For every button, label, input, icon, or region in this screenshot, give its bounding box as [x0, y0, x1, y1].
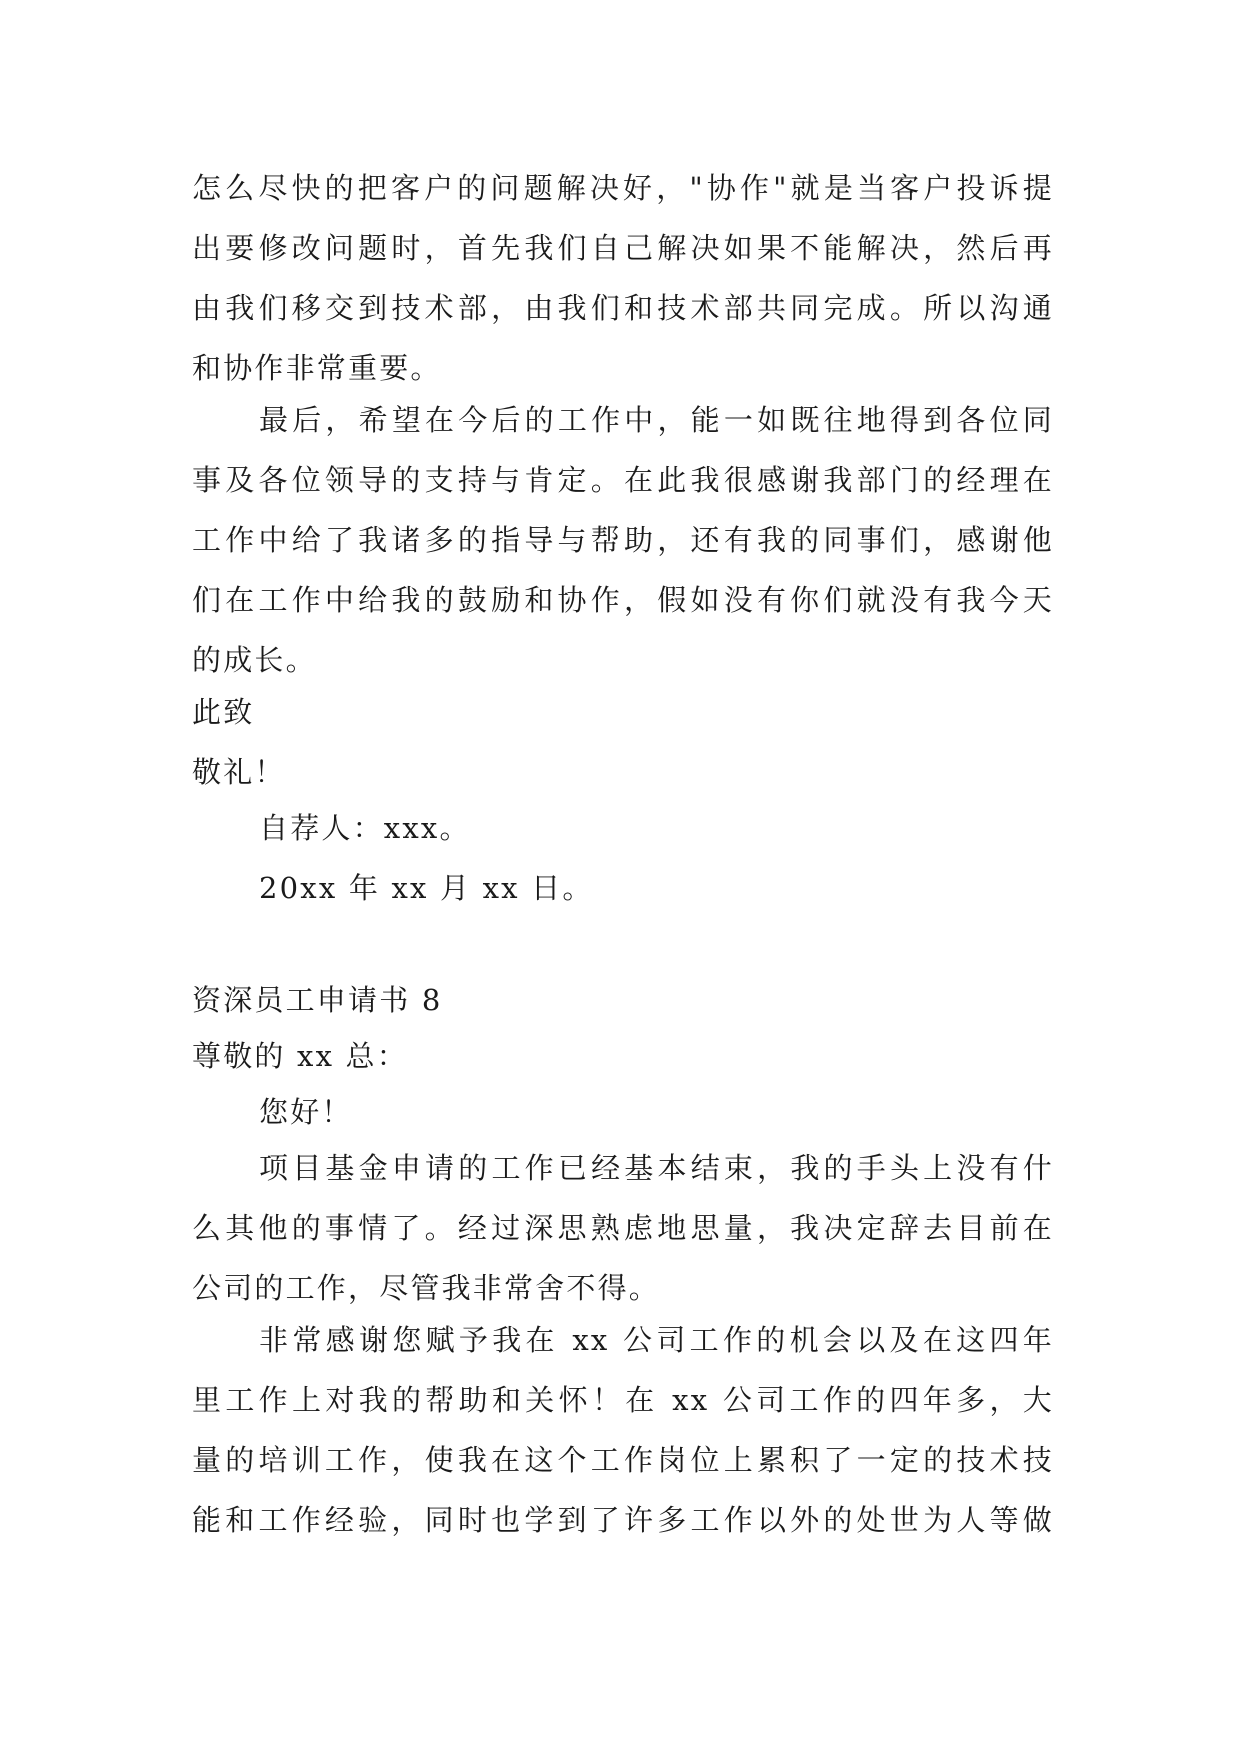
paragraph-line: 们在工作中给我的鼓励和协作，假如没有你们就没有我今天: [192, 583, 1054, 617]
paragraph-line: 由我们移交到技术部，由我们和技术部共同完成。所以沟通: [192, 291, 1054, 325]
paragraph-line: 么其他的事情了。经过深思熟虑地思量，我决定辞去目前在: [192, 1211, 1054, 1245]
paragraph-line: 工作中给了我诸多的指导与帮助，还有我的同事们，感谢他: [192, 523, 1054, 557]
greeting-text: 尊敬的 xx 总：: [192, 1039, 408, 1073]
paragraph-line: 公司的工作，尽管我非常舍不得。: [192, 1271, 661, 1305]
paragraph-line: 出要修改问题时，首先我们自己解决如果不能解决，然后再: [192, 231, 1054, 265]
signer-text: 自荐人：xxx。: [259, 811, 471, 845]
paragraph-line: 项目基金申请的工作已经基本结束，我的手头上没有什: [259, 1151, 1054, 1185]
paragraph-line: 最后，希望在今后的工作中，能一如既往地得到各位同: [259, 403, 1054, 437]
hello-text: 您好！: [259, 1095, 353, 1129]
section-title: 资深员工申请书 8: [192, 983, 443, 1017]
paragraph-line: 怎么尽快的把客户的问题解决好，"协作"就是当客户投诉提: [192, 171, 1054, 205]
paragraph-line: 的成长。: [192, 643, 317, 677]
salute-text: 敬礼！: [192, 755, 286, 789]
paragraph-line: 非常感谢您赋予我在 xx 公司工作的机会以及在这四年: [259, 1323, 1054, 1357]
paragraph-line: 事及各位领导的支持与肯定。在此我很感谢我部门的经理在: [192, 463, 1054, 497]
date-text: 20xx 年 xx 月 xx 日。: [259, 871, 594, 905]
closing-text: 此致: [192, 695, 255, 729]
paragraph-line: 里工作上对我的帮助和关怀！在 xx 公司工作的四年多，大: [192, 1383, 1054, 1417]
paragraph-line: 和协作非常重要。: [192, 351, 442, 385]
paragraph-line: 能和工作经验，同时也学到了许多工作以外的处世为人等做: [192, 1503, 1054, 1537]
paragraph-line: 量的培训工作，使我在这个工作岗位上累积了一定的技术技: [192, 1443, 1054, 1477]
